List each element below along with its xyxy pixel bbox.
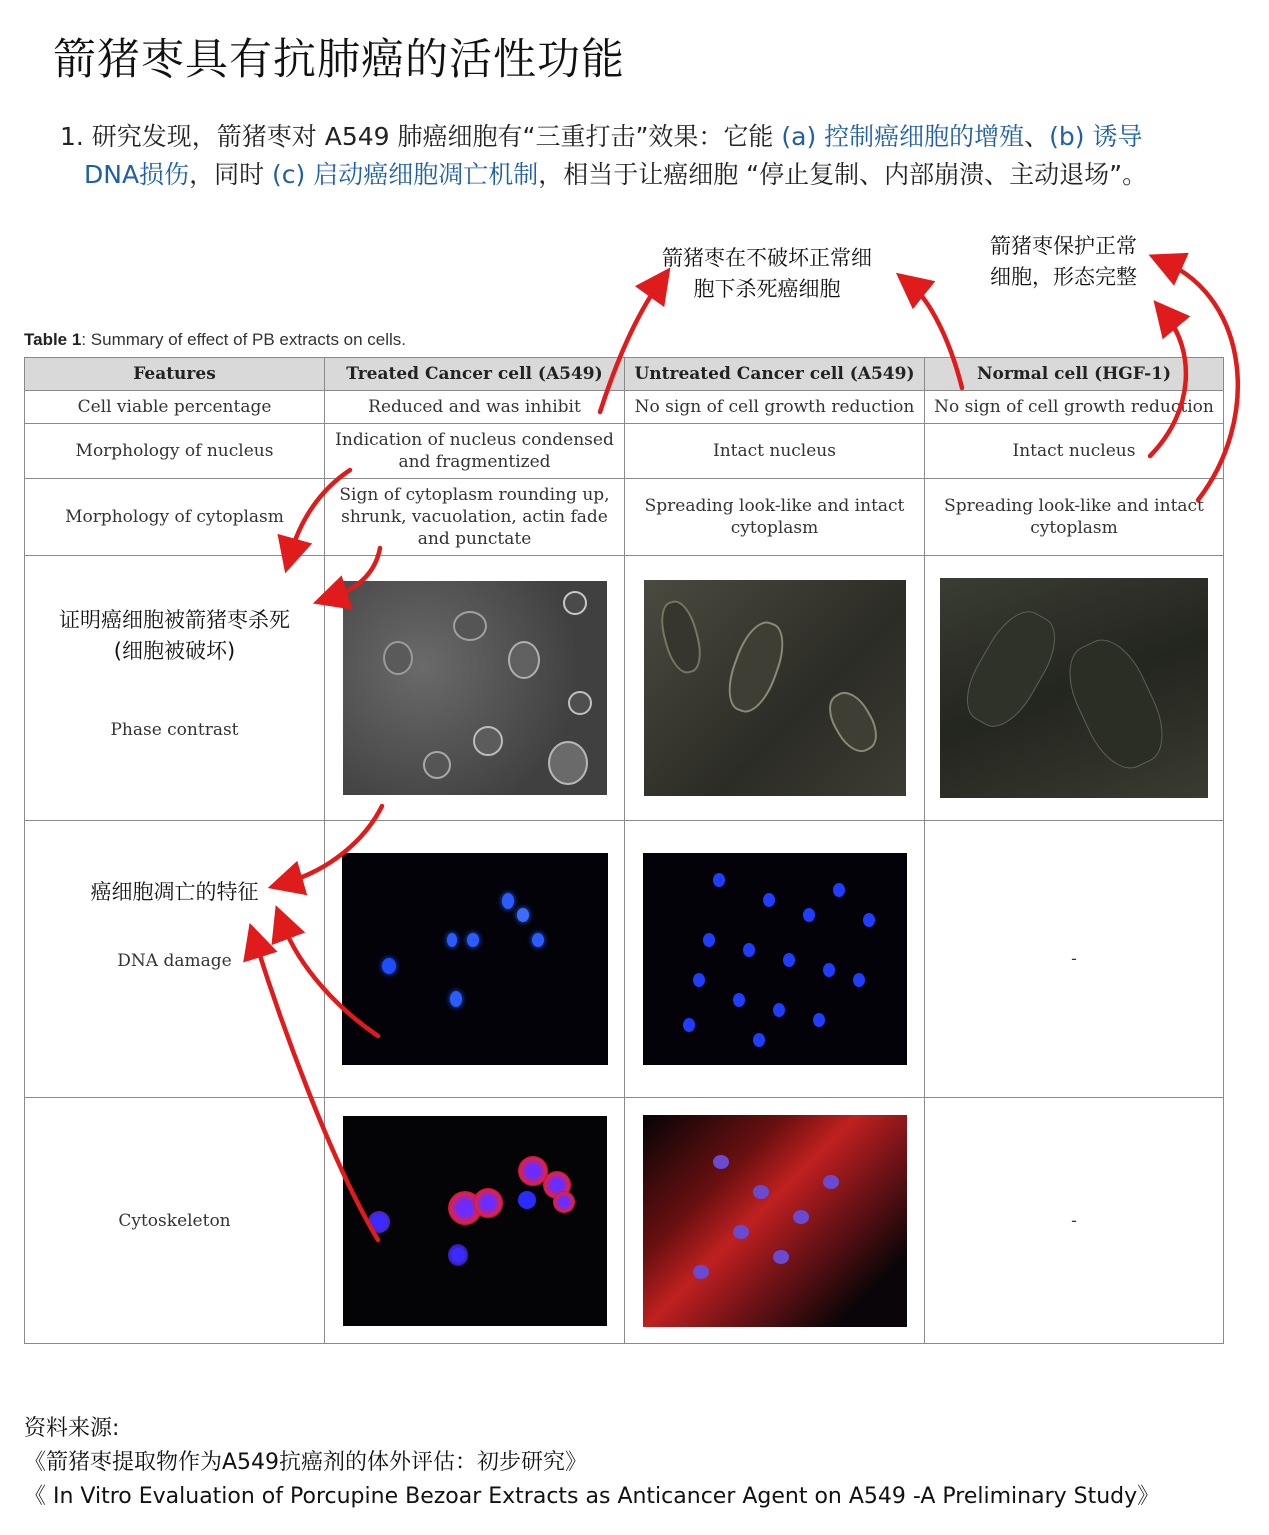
cell-treated <box>325 556 625 821</box>
annotation-kill-cancer <box>662 243 872 305</box>
cell-normal <box>925 556 1224 821</box>
cell-treated <box>325 821 625 1098</box>
dna-damage-label: DNA damage <box>117 950 232 971</box>
cell-untreated: Intact nucleus <box>625 424 925 479</box>
dna-damage-treated-image <box>342 853 608 1065</box>
intro-text-mid: ，同时 <box>189 160 273 189</box>
cell-feature: Cytoskeleton <box>25 1098 325 1344</box>
table-caption-text: : Summary of effect of PB extracts on cells. <box>81 330 407 349</box>
cell-untreated <box>625 821 925 1098</box>
cell-untreated: Spreading look-like and intact cytoplasm <box>625 479 925 556</box>
cytoskeleton-untreated-image <box>643 1115 907 1327</box>
table-row-cyto <box>25 1098 1224 1344</box>
table-header-row <box>25 358 1224 391</box>
annotation-kill-line1: 箭猪枣在不破坏正常细 <box>662 246 872 270</box>
header-treated: Treated Cancer cell (A549) <box>325 358 625 391</box>
table-row <box>25 424 1224 479</box>
cell-untreated <box>625 556 925 821</box>
cell-normal: - <box>925 821 1224 1098</box>
phase-contrast-treated-image <box>343 581 607 795</box>
intro-point-b-cont: DNA损伤 <box>84 160 190 189</box>
source-en: 《 In Vitro Evaluation of Porcupine Bezoar Extracts as Anticancer Agent on A549 -A Preliminary Study》 <box>24 1484 1160 1509</box>
table-caption-label: Table 1 <box>24 330 82 349</box>
table-row <box>25 391 1224 424</box>
cell-untreated <box>625 1098 925 1344</box>
header-features: Features <box>25 358 325 391</box>
phase-contrast-label: Phase contrast <box>110 720 239 740</box>
cell-treated <box>325 1098 625 1344</box>
cell-feature: Morphology of cytoplasm <box>25 479 325 556</box>
cell-normal: Spreading look-like and intact cytoplasm <box>925 479 1224 556</box>
intro-text-end: ，相当于让癌细胞 “停止复制、内部崩溃、主动退场”。 <box>538 160 1148 189</box>
table-row <box>25 479 1224 556</box>
cell-feature: Cell viable percentage <box>25 391 325 424</box>
cell-untreated: No sign of cell growth reduction <box>625 391 925 424</box>
intro-point-c: (c) 启动癌细胞凋亡机制 <box>272 160 539 189</box>
table-row-dna <box>25 821 1224 1098</box>
sources-section <box>24 1412 1159 1514</box>
annotation-proof-line1: 证明癌细胞被箭猪枣杀死 <box>59 608 290 632</box>
phase-contrast-normal-image <box>940 578 1208 798</box>
cell-normal: Intact nucleus <box>925 424 1224 479</box>
cell-feature <box>25 556 325 821</box>
header-untreated: Untreated Cancer cell (A549) <box>625 358 925 391</box>
phase-contrast-untreated-image <box>644 580 906 796</box>
source-zh: 《箭猪枣提取物作为A549抗癌剂的体外评估：初步研究》 <box>24 1450 588 1475</box>
table-caption <box>24 330 406 350</box>
intro-point-b: (b) 诱导 <box>1049 122 1143 151</box>
intro-paragraph <box>60 118 1240 194</box>
cell-feature: Morphology of nucleus <box>25 424 325 479</box>
cell-normal: - <box>925 1098 1224 1344</box>
page-title: 箭猪枣具有抗肺癌的活性功能 <box>53 35 625 85</box>
sources-label: 资料来源: <box>24 1416 120 1441</box>
cell-normal: No sign of cell growth reduction <box>925 391 1224 424</box>
table-row-phase <box>25 556 1224 821</box>
intro-point-a: (a) 控制癌细胞的增殖 <box>781 122 1025 151</box>
annotation-kill-line2: 胞下杀死癌细胞 <box>693 277 841 301</box>
cell-treated: Reduced and was inhibit <box>325 391 625 424</box>
cell-treated: Sign of cytoplasm rounding up, shrunk, vacuolation, actin fade and punctate <box>325 479 625 556</box>
annotation-protect-line1: 箭猪枣保护正常 <box>990 234 1137 258</box>
annotation-protect-normal <box>990 231 1137 293</box>
summary-table <box>24 357 1224 1344</box>
cell-feature <box>25 821 325 1098</box>
header-normal: Normal cell (HGF-1) <box>925 358 1224 391</box>
cytoskeleton-treated-image <box>343 1116 607 1326</box>
cell-treated: Indication of nucleus condensed and fragmentized <box>325 424 625 479</box>
dna-damage-untreated-image <box>643 853 907 1065</box>
intro-sep: 、 <box>1024 122 1050 151</box>
intro-text-1: 1. 研究发现，箭猪枣对 A549 肺癌细胞有“三重打击”效果：它能 <box>60 122 782 151</box>
annotation-protect-line2: 细胞，形态完整 <box>990 265 1137 289</box>
annotation-apoptosis: 癌细胞凋亡的特征 <box>90 879 259 904</box>
annotation-proof-line2: (细胞被破坏) <box>113 639 236 663</box>
